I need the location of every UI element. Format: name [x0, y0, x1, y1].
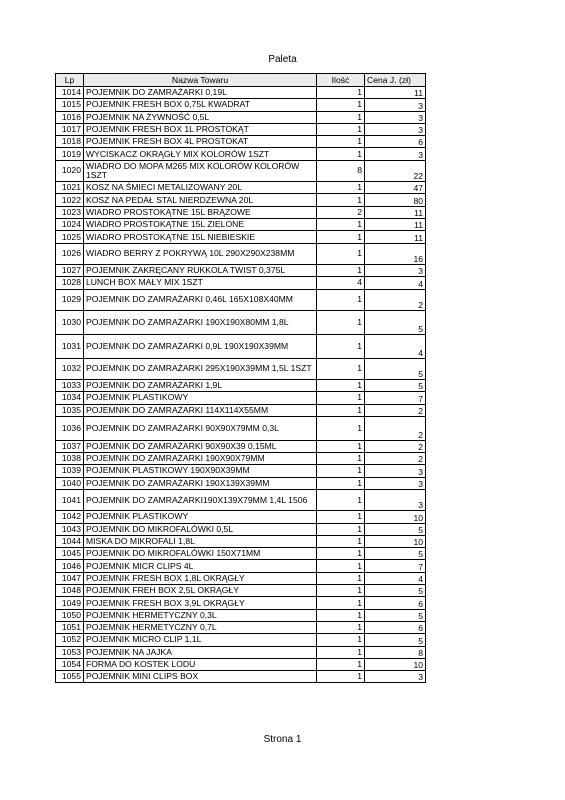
cell-name: KOSZ NA ŚMIECI METALIZOWANY 20L	[84, 182, 317, 194]
cell-name: WIADRO PROSTOKĄTNE 15L BRĄZOWE	[84, 206, 317, 218]
cell-lp: 1025	[56, 231, 84, 243]
cell-price: 2	[365, 289, 426, 310]
cell-name: POJEMNIK DO ZAMRAŻARKI 190X90X79MM	[84, 453, 317, 465]
cell-lp: 1014	[56, 87, 84, 99]
cell-name: POJEMNIK DO ZAMRAŻARKI 0,19L	[84, 87, 317, 99]
cell-price: 2	[365, 404, 426, 416]
cell-price: 2	[365, 416, 426, 440]
cell-price: 3	[365, 148, 426, 160]
cell-lp: 1029	[56, 289, 84, 310]
cell-price: 3	[365, 489, 426, 510]
cell-price: 4	[365, 277, 426, 289]
cell-lp: 1052	[56, 634, 84, 646]
cell-lp: 1030	[56, 311, 84, 335]
cell-qty: 1	[317, 634, 365, 646]
cell-lp: 1042	[56, 511, 84, 523]
header-name: Nazwa Towaru	[84, 74, 317, 87]
table-row	[56, 111, 426, 123]
cell-price: 6	[365, 621, 426, 633]
cell-name: POJEMNIK DO ZAMRAŻARKI190X139X79MM 1,4L 1506	[84, 489, 317, 510]
cell-lp: 1047	[56, 572, 84, 584]
cell-qty: 1	[317, 465, 365, 477]
cell-qty: 1	[317, 477, 365, 489]
cell-lp: 1050	[56, 609, 84, 621]
cell-price: 3	[365, 465, 426, 477]
cell-qty: 8	[317, 160, 365, 181]
cell-qty: 1	[317, 416, 365, 440]
cell-qty: 1	[317, 440, 365, 452]
cell-price: 7	[365, 560, 426, 572]
cell-qty: 1	[317, 671, 365, 683]
table-row	[56, 289, 426, 310]
table-row	[56, 123, 426, 135]
table-row	[56, 609, 426, 621]
cell-qty: 1	[317, 334, 365, 358]
cell-name: POJEMNIK DO ZAMRAŻARKI 190X139X39MM	[84, 477, 317, 489]
table-row	[56, 597, 426, 609]
cell-qty: 1	[317, 404, 365, 416]
cell-price: 11	[365, 219, 426, 231]
table-row	[56, 311, 426, 335]
header-qty: Ilość	[317, 74, 365, 87]
cell-name: POJEMNIK NA ŻYWNOŚĆ 0,5L	[84, 111, 317, 123]
cell-name: POJEMNIK HERMETYCZNY 0,3L	[84, 609, 317, 621]
table-row	[56, 404, 426, 416]
cell-name: POJEMNIK MICR CLIPS 4L	[84, 560, 317, 572]
page-footer: Strona 1	[263, 734, 302, 745]
cell-price: 3	[365, 111, 426, 123]
cell-name: POJEMNIK PLASTIKOWY	[84, 392, 317, 404]
cell-price: 5	[365, 548, 426, 560]
cell-name: POJEMNIK HERMETYCZNY 0,7L	[84, 621, 317, 633]
cell-price: 6	[365, 136, 426, 148]
table-row	[56, 572, 426, 584]
cell-qty: 1	[317, 621, 365, 633]
cell-name: POJEMNIK FRESH BOX 4L PROSTOKAT	[84, 136, 317, 148]
table-row	[56, 646, 426, 658]
cell-lp: 1020	[56, 160, 84, 181]
cell-lp: 1043	[56, 523, 84, 535]
cell-price: 7	[365, 392, 426, 404]
cell-qty: 1	[317, 265, 365, 277]
table-body	[56, 87, 426, 683]
cell-qty: 1	[317, 99, 365, 111]
cell-name: POJEMNIK ZAKRĘCANY RUKKOLA TWIST 0,375L	[84, 265, 317, 277]
table-row	[56, 160, 426, 181]
table-row	[56, 658, 426, 670]
cell-qty: 1	[317, 572, 365, 584]
cell-name: POJEMNIK PLASTIKOWY	[84, 511, 317, 523]
cell-price: 3	[365, 671, 426, 683]
cell-qty: 1	[317, 219, 365, 231]
cell-lp: 1040	[56, 477, 84, 489]
table-row	[56, 206, 426, 218]
cell-name: POJEMNIK DO MIKROFALÓWKI 0,5L	[84, 523, 317, 535]
cell-qty: 4	[317, 277, 365, 289]
cell-qty: 1	[317, 489, 365, 510]
page-title: Paleta	[268, 54, 297, 65]
table-row	[56, 380, 426, 392]
cell-name: POJEMNIK FREH BOX 2,5L OKRĄGŁY	[84, 585, 317, 597]
cell-name: POJEMNIK FRESH BOX 1,8L OKRĄGŁY	[84, 572, 317, 584]
cell-qty: 1	[317, 658, 365, 670]
table-row	[56, 136, 426, 148]
cell-price: 3	[365, 123, 426, 135]
table-row	[56, 231, 426, 243]
table-row	[56, 440, 426, 452]
cell-price: 5	[365, 609, 426, 621]
cell-price: 10	[365, 658, 426, 670]
cell-name: POJEMNIK DO MIKROFALÓWKI 150X71MM	[84, 548, 317, 560]
cell-price: 5	[365, 358, 426, 379]
cell-price: 5	[365, 634, 426, 646]
cell-name: POJEMNIK PLASTIKOWY 190X90X39MM	[84, 465, 317, 477]
cell-lp: 1054	[56, 658, 84, 670]
cell-qty: 1	[317, 380, 365, 392]
cell-qty: 1	[317, 535, 365, 547]
cell-lp: 1027	[56, 265, 84, 277]
cell-lp: 1015	[56, 99, 84, 111]
cell-lp: 1036	[56, 416, 84, 440]
table-row	[56, 477, 426, 489]
cell-name: POJEMNIK DO ZAMRAŻARKI 0,9L 190X190X39MM	[84, 334, 317, 358]
header-lp: Lp	[56, 74, 84, 87]
cell-price: 11	[365, 231, 426, 243]
cell-price: 5	[365, 380, 426, 392]
table-row	[56, 511, 426, 523]
cell-name: WIADRO DO MOPA M265 MIX KOLORÓW KOLORÓW 1SZT	[84, 160, 317, 181]
cell-lp: 1044	[56, 535, 84, 547]
table-row	[56, 535, 426, 547]
cell-name: POJEMNIK DO ZAMRAŻARKI 90X90X39 0,15ML	[84, 440, 317, 452]
table-row	[56, 334, 426, 358]
cell-name: POJEMNIK FRESH BOX 3,9L OKRĄGŁY	[84, 597, 317, 609]
cell-name: POJEMNIK DO ZAMRAŻARKI 1,9L	[84, 380, 317, 392]
table-row	[56, 523, 426, 535]
cell-price: 5	[365, 585, 426, 597]
cell-lp: 1039	[56, 465, 84, 477]
cell-name: POJEMNIK FRESH BOX 0,75L KWADRAT	[84, 99, 317, 111]
cell-lp: 1033	[56, 380, 84, 392]
table-row	[56, 585, 426, 597]
cell-name: WYCISKACZ OKRĄGŁY MIX KOLORÓW 1SZT	[84, 148, 317, 160]
cell-name: POJEMNIK MICRO CLIP 1,1L	[84, 634, 317, 646]
cell-price: 6	[365, 597, 426, 609]
cell-qty: 1	[317, 523, 365, 535]
cell-lp: 1026	[56, 243, 84, 264]
cell-qty: 1	[317, 123, 365, 135]
cell-qty: 2	[317, 206, 365, 218]
cell-lp: 1031	[56, 334, 84, 358]
cell-name: POJEMNIK DO ZAMRAŻARKI 114X114X55MM	[84, 404, 317, 416]
table-row	[56, 243, 426, 264]
cell-lp: 1046	[56, 560, 84, 572]
cell-price: 10	[365, 535, 426, 547]
cell-name: POJEMNIK MINI CLIPS BOX	[84, 671, 317, 683]
cell-name: POJEMNIK DO ZAMRAŻARKI 90X90X79MM 0,3L	[84, 416, 317, 440]
cell-name: FORMA DO KOSTEK LODU	[84, 658, 317, 670]
table-row	[56, 358, 426, 379]
cell-qty: 1	[317, 609, 365, 621]
cell-name: LUNCH BOX MAŁY MIX 1SZT	[84, 277, 317, 289]
cell-lp: 1028	[56, 277, 84, 289]
cell-lp: 1022	[56, 194, 84, 206]
cell-name: POJEMNIK DO ZAMRAŻARKI 295X190X39MM 1,5L 1SZT	[84, 358, 317, 379]
cell-price: 16	[365, 243, 426, 264]
cell-name: POJEMNIK DO ZAMRAŻARKI 0,46L 165X108X40MM	[84, 289, 317, 310]
table-row	[56, 489, 426, 510]
cell-qty: 1	[317, 148, 365, 160]
cell-lp: 1053	[56, 646, 84, 658]
table-row	[56, 453, 426, 465]
table-row	[56, 87, 426, 99]
table-row	[56, 99, 426, 111]
cell-price: 3	[365, 477, 426, 489]
cell-lp: 1016	[56, 111, 84, 123]
cell-lp: 1038	[56, 453, 84, 465]
table-row	[56, 621, 426, 633]
table-row	[56, 634, 426, 646]
cell-name: POJEMNIK DO ZAMRAŻARKI 190X190X80MM 1,8L	[84, 311, 317, 335]
cell-lp: 1045	[56, 548, 84, 560]
cell-lp: 1035	[56, 404, 84, 416]
cell-price: 4	[365, 334, 426, 358]
cell-lp: 1024	[56, 219, 84, 231]
cell-lp: 1037	[56, 440, 84, 452]
cell-qty: 1	[317, 111, 365, 123]
cell-qty: 1	[317, 194, 365, 206]
cell-name: KOSZ NA PEDAŁ STAL NIERDZEWNA 20L	[84, 194, 317, 206]
cell-qty: 1	[317, 453, 365, 465]
cell-price: 47	[365, 182, 426, 194]
table-row	[56, 194, 426, 206]
cell-qty: 1	[317, 548, 365, 560]
product-table	[55, 73, 426, 683]
cell-qty: 1	[317, 182, 365, 194]
cell-lp: 1034	[56, 392, 84, 404]
cell-lp: 1023	[56, 206, 84, 218]
table-header-row	[56, 74, 426, 87]
cell-name: POJEMNIK FRESH BOX 1L PROSTOKĄT	[84, 123, 317, 135]
cell-qty: 1	[317, 511, 365, 523]
table-row	[56, 265, 426, 277]
table-row	[56, 671, 426, 683]
cell-qty: 1	[317, 597, 365, 609]
cell-price: 80	[365, 194, 426, 206]
cell-price: 22	[365, 160, 426, 181]
cell-qty: 1	[317, 585, 365, 597]
cell-price: 8	[365, 646, 426, 658]
header-price: Cena J. (zł)	[365, 74, 426, 87]
cell-lp: 1041	[56, 489, 84, 510]
cell-lp: 1019	[56, 148, 84, 160]
cell-price: 4	[365, 572, 426, 584]
cell-qty: 1	[317, 358, 365, 379]
table-row	[56, 416, 426, 440]
cell-qty: 1	[317, 87, 365, 99]
cell-qty: 1	[317, 136, 365, 148]
cell-qty: 1	[317, 289, 365, 310]
cell-name: WIADRO BERRY Z POKRYWĄ 10L 290X290X238MM	[84, 243, 317, 264]
cell-name: WIADRO PROSTOKĄTNE 15L ZIELONE	[84, 219, 317, 231]
cell-lp: 1051	[56, 621, 84, 633]
cell-name: MISKA DO MIKROFALI 1,8L	[84, 535, 317, 547]
cell-name: POJEMNIK NA JAJKA	[84, 646, 317, 658]
cell-price: 5	[365, 523, 426, 535]
table-row	[56, 219, 426, 231]
cell-price: 11	[365, 206, 426, 218]
cell-lp: 1021	[56, 182, 84, 194]
cell-lp: 1055	[56, 671, 84, 683]
table-row	[56, 560, 426, 572]
cell-price: 11	[365, 87, 426, 99]
cell-price: 10	[365, 511, 426, 523]
cell-price: 5	[365, 311, 426, 335]
table-row	[56, 392, 426, 404]
cell-qty: 1	[317, 311, 365, 335]
cell-price: 2	[365, 453, 426, 465]
cell-qty: 1	[317, 646, 365, 658]
cell-lp: 1017	[56, 123, 84, 135]
cell-lp: 1049	[56, 597, 84, 609]
cell-qty: 1	[317, 231, 365, 243]
cell-price: 3	[365, 99, 426, 111]
cell-price: 2	[365, 440, 426, 452]
cell-qty: 1	[317, 243, 365, 264]
table-row	[56, 182, 426, 194]
table-row	[56, 277, 426, 289]
cell-lp: 1032	[56, 358, 84, 379]
table-row	[56, 548, 426, 560]
cell-qty: 1	[317, 560, 365, 572]
cell-lp: 1048	[56, 585, 84, 597]
cell-qty: 1	[317, 392, 365, 404]
cell-lp: 1018	[56, 136, 84, 148]
cell-name: WIADRO PROSTOKĄTNE 15L NIEBIESKIE	[84, 231, 317, 243]
table-row	[56, 148, 426, 160]
table-row	[56, 465, 426, 477]
cell-price: 3	[365, 265, 426, 277]
